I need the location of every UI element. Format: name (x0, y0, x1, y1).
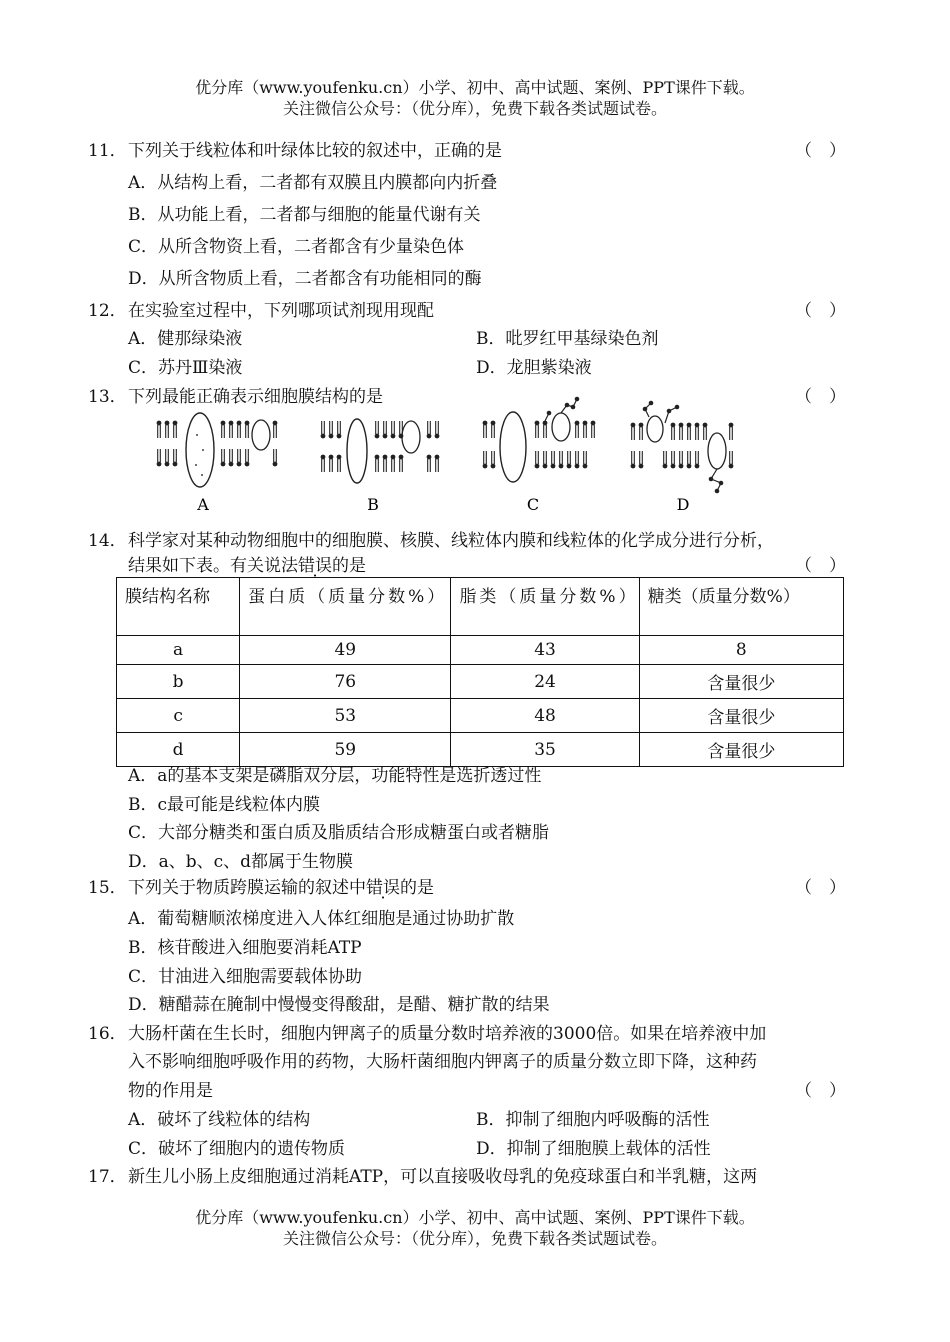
q16-option-c: C．破坏了细胞内的遗传物质 (128, 1139, 346, 1159)
table-cell: a (117, 636, 240, 665)
membrane-diagram-a (157, 413, 278, 487)
q14-option-d: D．a、b、c、d都属于生物膜 (128, 852, 354, 872)
table-row (117, 665, 844, 699)
membrane-diagrams (145, 395, 765, 517)
table-cell: 35 (451, 733, 639, 767)
table-cell: 43 (451, 636, 639, 665)
q15-option-b: B．核苷酸进入细胞要消耗ATP (128, 938, 362, 958)
table-cell: 含量很少 (639, 733, 843, 767)
diagram-label-c: C (526, 495, 540, 514)
q14-stem-line-1: 科学家对某种动物细胞中的细胞膜、核膜、线粒体内膜和线粒体的化学成分进行分析， (128, 531, 774, 551)
diagram-label-b: B (367, 495, 379, 514)
q17-stem: 新生儿小肠上皮细胞通过消耗ATP，可以直接吸收母乳的免疫球蛋白和半乳糖，这两 (128, 1167, 758, 1187)
q12-stem: 在实验室过程中，下列哪项试剂现用现配 (128, 301, 434, 321)
q11-stem: 下列关于线粒体和叶绿体比较的叙述中，正确的是 (128, 141, 502, 161)
q17-number: 17． (88, 1167, 127, 1187)
q16-stem-line-1: 大肠杆菌在生长时，细胞内钾离子的质量分数时培养液的3000倍。如果在培养液中加 (128, 1024, 767, 1044)
q15-answer-blank: （ ） (795, 878, 846, 898)
q13-stem: 下列最能正确表示细胞膜结构的是 (128, 387, 383, 407)
membrane-diagram-c (483, 397, 596, 482)
q15-number: 15． (88, 878, 127, 898)
diagram-label-d: D (676, 495, 690, 514)
q11-number: 11． (88, 141, 127, 161)
q14-answer-blank: （ ） (795, 556, 846, 576)
q12-answer-blank: （ ） (795, 301, 846, 321)
q14-stem-line-2 (128, 551, 366, 576)
q11-option-c: C．从所含物资上看，二者都含有少量染色体 (128, 237, 465, 257)
q13-answer-blank: （ ） (795, 387, 846, 407)
diagram-label-a: A (197, 495, 209, 514)
q16-stem-line-2: 入不影响细胞呼吸作用的药物，大肠杆菌细胞内钾离子的质量分数立即下降，这种药 (128, 1052, 757, 1072)
q15-stem (128, 873, 434, 898)
q16-number: 16． (88, 1024, 127, 1044)
q16-answer-blank: （ ） (795, 1081, 846, 1101)
q15-option-d: D．糖醋蒜在腌制中慢慢变得酸甜，是醋、糖扩散的结果 (128, 995, 550, 1015)
table-cell: 含量很少 (639, 665, 843, 699)
q16-option-a: A．破坏了线粒体的结构 (128, 1110, 311, 1130)
footer-line-1: 优分库（www.youfenku.cn）小学、初中、高中试题、案例、PPT课件下载。 (195, 1208, 755, 1227)
header-line-1: 优分库（www.youfenku.cn）小学、初中、高中试题、案例、PPT课件下载。 (195, 78, 755, 97)
q14-option-b: B．c最可能是线粒体内膜 (128, 795, 321, 815)
q16-option-b: B．抑制了细胞内呼吸酶的活性 (476, 1110, 710, 1130)
header-cell-structure: 膜结构名称 (117, 578, 240, 636)
q12-option-d: D．龙胆紫染液 (476, 358, 592, 378)
q14-number: 14． (88, 531, 127, 551)
header-cell-sugar: 糖类（质量分数%） (639, 578, 843, 636)
q13-number: 13． (88, 387, 127, 407)
header-line-2: 关注微信公众号：（优分库），免费下载各类试题试卷。 (282, 99, 667, 118)
table-cell: 53 (240, 699, 451, 733)
table-cell: 含量很少 (639, 699, 843, 733)
table-cell: 24 (451, 665, 639, 699)
q12-option-c: C．苏丹Ⅲ染液 (128, 358, 243, 378)
q14-stem-pre: 结果如下表。有关说法 (128, 556, 298, 576)
table-row (117, 699, 844, 733)
q12-option-a: A．健那绿染液 (128, 329, 243, 349)
q16-stem-line-3: 物的作用是 (128, 1081, 213, 1101)
q11-option-b: B．从功能上看，二者都与细胞的能量代谢有关 (128, 205, 481, 225)
q14-option-a: A．a的基本支架是磷脂双分层，功能特性是选折透过性 (128, 766, 542, 786)
table-row (117, 636, 844, 665)
table-cell: 8 (639, 636, 843, 665)
q12-number: 12． (88, 301, 127, 321)
table-cell: b (117, 665, 240, 699)
q15-stem-post: 的是 (400, 878, 434, 898)
table-cell: 49 (240, 636, 451, 665)
q15-emphasis-word: 错误 (366, 878, 400, 898)
q14-emphasis-word: 错误 (298, 556, 332, 576)
table-cell: d (117, 733, 240, 767)
table-cell: 76 (240, 665, 451, 699)
q11-option-a: A．从结构上看，二者都有双膜且内膜都向内折叠 (128, 173, 498, 193)
membrane-composition-table (116, 577, 844, 767)
q15-option-c: C．甘油进入细胞需要载体协助 (128, 967, 363, 987)
q14-stem-post: 的是 (332, 556, 366, 576)
header-cell-protein: 蛋白质（质量分数%） (240, 578, 451, 636)
q15-stem-pre: 下列关于物质跨膜运输的叙述中 (128, 878, 366, 898)
q16-option-d: D．抑制了细胞膜上载体的活性 (476, 1139, 711, 1159)
q15-option-a: A．葡萄糖顺浓梯度进入人体红细胞是通过协助扩散 (128, 909, 515, 929)
header-cell-lipid: 脂类（质量分数%） (451, 578, 639, 636)
membrane-diagram-b (321, 419, 440, 483)
table-header-row (117, 578, 844, 636)
q12-option-b: B．吡罗红甲基绿染色剂 (476, 329, 659, 349)
table-cell: 59 (240, 733, 451, 767)
q11-option-d: D．从所含物质上看，二者都含有功能相同的酶 (128, 269, 482, 289)
membrane-diagram-d (631, 401, 734, 494)
table-cell: c (117, 699, 240, 733)
footer-line-2: 关注微信公众号：（优分库），免费下载各类试题试卷。 (282, 1229, 667, 1248)
q14-option-c: C．大部分糖类和蛋白质及脂质结合形成糖蛋白或者糖脂 (128, 823, 550, 843)
table-cell: 48 (451, 699, 639, 733)
q11-answer-blank: （ ） (795, 141, 846, 161)
